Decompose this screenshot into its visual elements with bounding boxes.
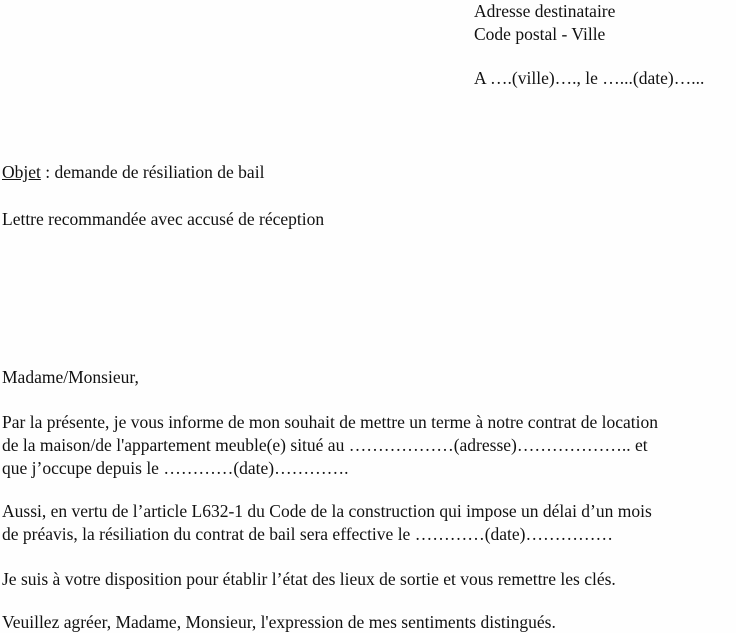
- subject-label: Objet: [2, 162, 41, 182]
- paragraph-3: Je suis à votre disposition pour établir l’état des lieux de sortie et vous remettre les clés.: [2, 569, 616, 589]
- paragraph-1-line-1: Par la présente, je vous informe de mon souhait de mettre un terme à notre contrat de location: [2, 412, 659, 432]
- paragraph-2-line-1: Aussi, en vertu de l’article L632-1 du Code de la construction qui impose un délai d’un mois: [2, 501, 652, 521]
- recipient-address: Adresse destinataire: [474, 1, 616, 21]
- subject-line: [2, 161, 264, 183]
- salutation: Madame/Monsieur,: [2, 367, 139, 387]
- closing-formula: Veuillez agréer, Madame, Monsieur, l'expression de mes sentiments distingués.: [2, 612, 556, 632]
- paragraph-1-line-2: de la maison/de l'appartement meuble(e) situé au ………………(adresse)……………….. et: [2, 435, 648, 455]
- paragraph-2-line-2: de préavis, la résiliation du contrat de bail sera effective le …………(date)……………: [2, 524, 613, 544]
- place-date-line: A ….(ville)…., le …...(date)…...: [474, 68, 705, 88]
- recipient-postal-city: Code postal - Ville: [474, 24, 606, 44]
- subject-text: : demande de résiliation de bail: [40, 162, 265, 182]
- paragraph-1-line-3: que j’occupe depuis le …………(date)………….: [2, 458, 349, 478]
- mail-type-line: Lettre recommandée avec accusé de réception: [2, 209, 325, 229]
